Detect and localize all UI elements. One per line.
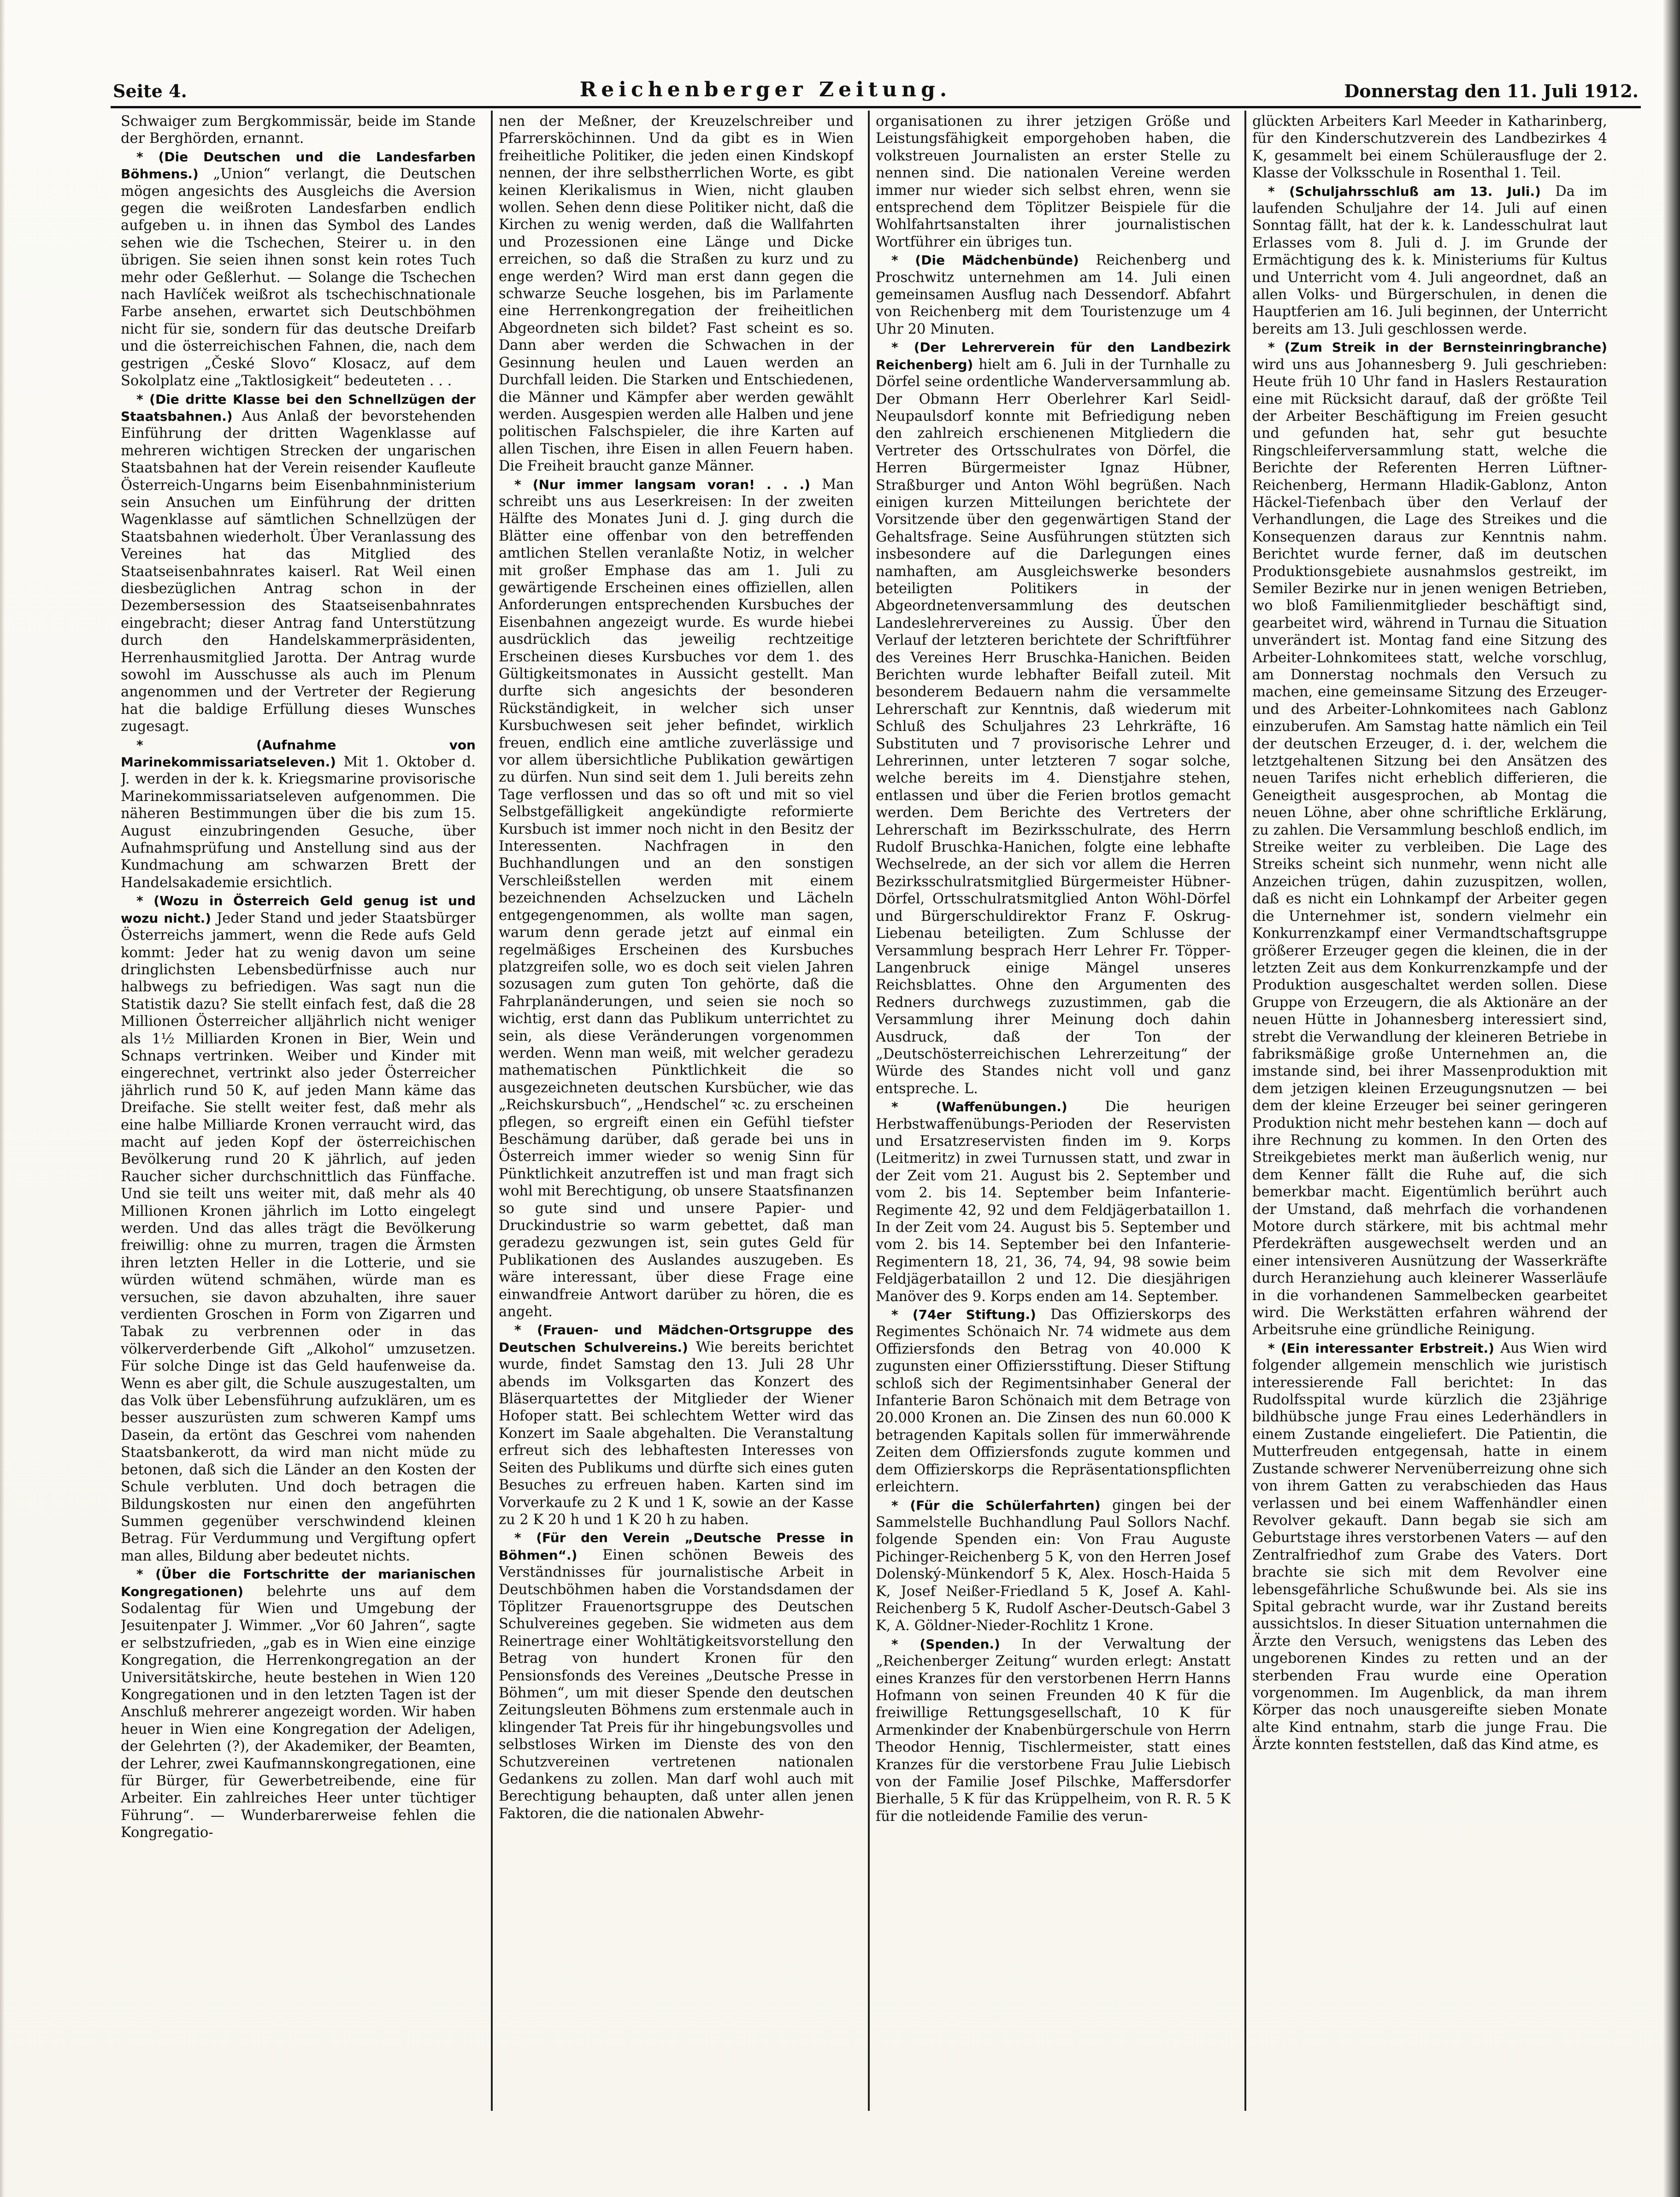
article-heading: * (Der Lehrerverein für den Landbezirk Reichenberg) (876, 340, 1231, 372)
article-paragraph (121, 892, 476, 1565)
article-paragraph (1252, 1340, 1607, 1754)
article-text: Aus Anlaß der bevorstehenden Einführung der dritten Wagenklasse auf mehreren wichtigen Strecken der ungarischen Staatsbahnen hat der Verein reisender Kaufleute Österreich-Ungarns beim Eisenbahnministerium sein Ansuchen um Einführung der dritten Wagenklasse auf sämtlichen Schnellzügen der Staatsbahnen wiederholt. Über Veranlassung des Vereines hat das Mitglied des Staatseisenbahnrates kaiserl. Rat Weil einen diesbezüglichen Antrag schon in der Dezembersession des Staatseisenbahnrates eingebracht; dieser Antrag fand Unterstützung durch den Handelskammerpräsidenten, Herrenhausmitglied Jarotta. Der Antrag wurde sowohl im Ausschusse als auch im Plenum angenommen und der Vertreter der Regierung hat die baldige Erfüllung dieses Wunsches zugesagt. (121, 408, 476, 735)
article-paragraph (876, 1306, 1231, 1496)
article-paragraph (499, 1529, 854, 1822)
column-2 (499, 113, 854, 2104)
article-text: Da im laufenden Schuljahre der 14. Juli auf einen Sonntag fällt, hat der k. k. Landesschulrat laut Erlasses vom 8. Juli d. J. im Grunde der Ermächtigung des k. k. Ministeriums für Kultus und Unterricht vom 4. Juli angeordnet, daß an allen Volks- und Bürgerschulen, in denen die Hauptferien am 16. Juli beginnen, der Unterricht bereits am 13. Juli geschlossen werde. (1252, 183, 1607, 337)
article-heading: * (Aufnahme von Marinekommissariatseleven.) (121, 737, 476, 770)
article-text: Aus Wien wird folgender allgemein menschlich wie juristisch interessierende Fall berichtet: In das Rudolfsspital wurde kürzlich die 23jährige bildhübsche junge Frau eines Lederhändlers in einem Zustande eingeliefert. Die Patientin, die Mutterfreuden entgegensah, hatte in einem Zustande schwerer Nervenüberreizung ohne sich von ihrem Gatten zu verabschieden das Haus verlassen und bei einem Waffenhändler einen Revolver gekauft. Dann begab sie sich am Geburtstage ihres verstorbenen Vaters — auf den Zentralfriedhof zum Grabe des Vaters. Dort brachte sie sich mit dem Revolver eine lebensgefährliche Schußwunde bei. Als sie ins Spital gebracht wurde, war ihr Zustand bereits aussichtslos. In dieser Situation unternahmen die Ärzte den Versuch, wenigstens das Leben des ungeborenen Kindes zu retten und an der sterbenden Frau wurde eine Operation vorgenommen. Im Augenblick, da man ihrem Körper das noch unausgereifte sieben Monate alte Kind entnahm, starb die junge Frau. Die Ärzte konnten feststellen, daß das Kind atme, es (1252, 1340, 1607, 1753)
article-heading: * (Die dritte Klasse bei den Schnellzügen der Staatsbahnen.) (121, 391, 476, 424)
article-text: hielt am 6. Juli in der Turnhalle zu Dörfel seine ordentliche Wanderversammlung ab. Der Obmann Herr Oberlehrer Karl Seidl-Neupaulsdorf konnte mit Befriedigung neben den zahlreich erschienenen Mitgliedern die Vertreter des Ortsschulrates von Dörfel, die Herren Bürgermeister Ignaz Hübner, Straßburger und Anton Wöhl begrüßen. Nach einigen kurzen Mitteilungen berichtete der Vorsitzende über den gegenwärtigen Stand der Gehaltsfrage. Seine Ausführungen stützten sich insbesondere auf die Darlegungen eines namhaften, am Ausgleichswerke besonders beteiligten Politikers in der Abgeordnetenversammlung des deutschen Landeslehrervereines zu Aussig. Über den Verlauf der letzteren berichtete der Schriftführer des Vereines Herr Bruschka-Hanichen. Beiden Berichten wurde lebhafter Beifall zuteil. Mit besonderem Bedauern nahm die versammelte Lehrerschaft zur Kenntnis, daß wiederum mit Schluß des Schuljahres 23 Lehrkräfte, 16 Substituten und 7 provisorische Lehrer und Lehrerinnen, unter letzteren 7 sogar solche, welche bereits im 4. Dienstjahre stehen, entlassen und über die Ferien brotlos gemacht werden. Dem Berichte des Vertreters der Lehrerschaft im Bezirksschulrate, des Herrn Rudolf Bruschka-Hanichen, folgte eine lebhafte Wechselrede, an der sich vor allem die Herren Bezirksschulratsmitglied Bürgermeister Hübner-Dörfel, Ortsschulratsmitglied Anton Wöhl-Dörfel und Bürgerschuldirektor Franz F. Oskrug-Liebenau beteiligten. Zum Schlusse der Versammlung besprach Herr Lehrer Fr. Töpper-Langenbruck einige Mängel unseres Reichsblattes. Ohne den Argumenten des Redners durchwegs zuzustimmen, gab die Versammlung ihrer Meinung doch dahin Ausdruck, daß der Ton der „Deutschösterreichischen Lehrerzeitung“ der Würde des Standes nicht voll und ganz entspreche. L. (876, 356, 1231, 1097)
scan-shadow-right (1663, 0, 1680, 2197)
article-paragraph (121, 148, 476, 390)
article-heading: * (74er Stiftung.) (891, 1307, 1036, 1323)
article-paragraph (121, 113, 476, 147)
article-paragraph (876, 113, 1231, 251)
article-paragraph (1252, 113, 1607, 182)
article-text: nen der Meßner, der Kreuzelschreiber und Pfarrersköchinnen. Und da gibt es in Wien freiheitliche Politiker, die jeden einen Kindskopf nennen, der ihre selbstherrlichen Worte, es gibt keinen Klerikalismus in Wien, nicht glauben wollen. Sehen denn diese Politiker nicht, daß die Kirchen zu wenig werden, daß die Wallfahrten und Prozessionen eine Länge und Dicke erreichen, so daß die Straßen zu kurz und zu enge werden? Wird man erst dann gegen die schwarze Seuche losgehen, bis im Parlamente eine Herrenkongregation der freiheitlichen Abgeordneten sich bildet? Fast scheint es so. Dann aber werden die Schwachen in der Gesinnung heulen und Lauen werden an Durchfall leiden. Die Starken und Entschiedenen, die Männer und Kämpfer aber werden gewählt werden. Ausgespien werden alle Halben und jene politischen Falschspieler, die ihre Karten auf allen Tischen, ihre Eisen in allen Feuern haben. Die Freiheit braucht ganze Männer. (499, 113, 854, 475)
article-paragraph (876, 1098, 1231, 1305)
article-text: In der Verwaltung der „Reichenberger Zeitung“ wurden erlegt: Anstatt eines Kranzes für den verstorbenen Herrn Hanns Hofmann von seinen Freunden 40 K für die freiwillige Rettungsgesellschaft, 10 K für Armenkinder der Knabenbürgerschule von Herrn Theodor Hennig, Tischlermeister, statt eines Kranzes für die verstorbene Frau Julie Liebisch von der Familie Josef Pilschke, Maffersdorfer Bierhalle, 5 K für das Krüppelheim, von R. R. 5 K für die notleidende Familie des verun- (876, 1636, 1231, 1825)
issue-date: Donnerstag den 11. Juli 1912. (1344, 81, 1639, 101)
masthead-rule (111, 106, 1641, 108)
article-paragraph (121, 391, 476, 736)
article-text: glückten Arbeiters Karl Meeder in Katharinberg, für den Kinderschutzverein des Landbezirkes 4 K, gesammelt bei einem Schülerausfluge der 2. Klasse der Volksschule in Rosenthal 1. Teil. (1252, 113, 1607, 182)
column-divider (868, 111, 870, 2111)
article-text: Man schreibt uns aus Leserkreisen: In der zweiten Hälfte des Monates Juni d. J. ging durch die Blätter eine offenbar von den betreffenden amtlichen Stellen veranlaßte Notiz, in welcher mit großer Emphase das am 1. Juli zu gewärtigende Erscheinen eines offiziellen, allen Anforderungen entsprechenden Kursbuches der Eisenbahnen angezeigt wurde. Es wurde hiebei ausdrücklich das jeweilig rechtzeitige Erscheinen dieses Kursbuches vor dem 1. des Gültigkeitsmonates in Aussicht gestellt. Man durfte sich angesichts der besonderen Rückständigkeit, in welcher sich unser Kursbuchwesen seit jeher befindet, wirklich freuen, endlich eine amtliche zuverlässige und vor allem übersichtliche Publikation gewärtigen zu dürfen. Nun sind seit dem 1. Juli bereits zehn Tage verflossen und das so oft und mit so viel Selbstgefälligkeit angekündigte reformierte Kursbuch ist immer noch nicht in den Besitz der Interessenten. Nachfragen in den Buchhandlungen und an den sonstigen Verschleißstellen werden mit einem bezeichnenden Achselzucken und Lächeln entgegengenommen, als wollte man sagen, warum denn gerade jetzt auf einmal ein regelmäßiges Erscheinen des Kursbuches platzgreifen solle, wo es doch seit vielen Jahren sozusagen zum guten Ton gehörte, daß die Fahrplanänderungen, und seien sie noch so wichtig, erst dann das Publikum unterrichtet zu sein, als diese Veränderungen vorgenommen werden. Wenn man weiß, mit welcher geradezu mathematischen Pünktlichkeit die so ausgezeichneten deutschen Kursbücher, wie das „Reichskursbuch“, „Hendschel“ ꝛc. zu erscheinen pflegen, so ergreift einen ein Gefühl tiefster Beschämung darüber, daß gerade bei uns in Österreich immer wieder so wenig Sinn für Pünktlichkeit anzutreffen ist und man fragt sich wohl mit Berechtigung, ob unsere Staatsfinanzen so gute sind und unsere Papier- und Druckindustrie so warm gebettet, daß man geradezu gezwungen ist, sein gutes Geld für Publikationen des Auslandes auszugeben. Es wäre interessant, über diese Frage eine einwandfreie Antwort darüber zu hören, die es angeht. (499, 476, 854, 1320)
article-heading: * (Zum Streik in der Bernsteinringbranche) (1268, 340, 1607, 355)
article-paragraph (499, 113, 854, 475)
newspaper-title: Reichenberger Zeitung. (579, 78, 952, 101)
article-paragraph (121, 736, 476, 892)
article-text: organisationen zu ihrer jetzigen Größe und Leistungsfähigkeit emporgehoben haben, die volkstreuen Journalisten an erster Stelle zu nennen sind. Die nationalen Vereine werden immer nur wieder sich selbst ehren, wenn sie entsprechend dem Töplitzer Beispiele für die Wohlfahrtsanstalten ihrer journalistischen Wortführer ein übriges tun. (876, 113, 1231, 250)
article-heading: * (Für den Verein „Deutsche Presse in Böhmen“.) (499, 1530, 854, 1563)
article-heading: * (Nur immer langsam voran! . . .) (514, 477, 810, 492)
article-text: Wie bereits berichtet wurde, findet Samstag den 13. Juli 28 Uhr abends im Volksgarten das Konzert des Bläserquartettes der Mitglieder der Wiener Hofoper statt. Bei schlechtem Wetter wird das Konzert im Saale abgehalten. Die Veranstaltung erfreut sich des lebhaftesten Interesses von Seiten des Publikums und dürfte sich eines guten Besuches zu erfreuen haben. Karten sind im Vorverkaufe zu 2 K und 1 K, sowie an der Kasse zu 2 K 20 h und 1 K 20 h zu haben. (499, 1339, 854, 1528)
article-paragraph (499, 1321, 854, 1528)
article-text: Einen schönen Beweis des Verständnisses für journalistische Arbeit in Deutschböhmen haben die Vorstandsdamen der Töplitzer Frauenortsgruppe des Deutschen Schulvereines gegeben. Sie widmeten aus dem Reinertrage einer Wohltätigkeitsvorstellung den Betrag von hundert Kronen für den Pensionsfonds des Vereines „Deutsche Presse in Böhmen“, um mit dieser Spende den deutschen Zeitungsleuten Böhmens zum erstenmale auch in klingender Tat Preis für ihr hingebungsvolles und selbstloses Wirken im Dienste des von den Schutzvereinen vertretenen nationalen Gedankens zu zollen. Man darf wohl auch mit Berechtigung behaupten, daß unter allen jenen Faktoren, die die nationalen Abwehr- (499, 1547, 854, 1822)
article-heading: * (Spenden.) (891, 1636, 1000, 1652)
article-text: Die heurigen Herbstwaffenübungs-Perioden der Reservisten und Ersatzreservisten finden im 9. Korps (Leitmeritz) in zwei Turnussen statt, und zwar in der Zeit vom 21. August bis 2. September und vom 2. bis 14. September beim Infanterie-Regimente 42, 92 und dem Feldjägerbataillon 1. In der Zeit vom 24. August bis 5. September und vom 2. bis 14. September bei den Infanterie-Regimentern 18, 21, 36, 74, 94, 98 sowie beim Feldjägerbataillon 2 und 12. Die diesjährigen Manöver des 9. Korps enden am 14. September. (876, 1099, 1231, 1305)
article-text: wird uns aus Johannesberg 9. Juli geschrieben: Heute früh 10 Uhr fand in Haslers Restauration eine mit Rücksicht darauf, daß der größte Teil der Arbeiter Beschäftigung im Freien gesucht und gefunden hat, sehr gut besuchte Ringschleiferversammlung statt, welche die Berichte der Referenten Herren Lüftner-Reichenberg, Hermann Hladik-Gablonz, Anton Häckel-Tiefenbach über den Verlauf der Verhandlungen, die Lage des Streikes und die Konsequenzen daraus zur Kenntnis nahm. Berichtet wurde ferner, daß im deutschen Produktionsgebiete ausnahmslos gestreikt, im Semiler Bezirke nur in jenen wenigen Betrieben, wo bloß Familienmitglieder beschäftigt sind, gearbeitet wird, während in Turnau die Situation unverändert ist. Montag fand eine Sitzung des Arbeiter-Lohnkomitees statt, welche vorschlug, am Donnerstag nochmals den Versuch zu machen, eine gemeinsame Sitzung des Erzeuger- und des Arbeiter-Lohnkomitees nach Gablonz einzuberufen. Am Samstag hatte nämlich ein Teil der deutschen Erzeuger, d. i. der, welchem die letztgehaltenen Sitzung bei den Ansätzen des neuen Tarifes nicht erheblich differieren, die Geneigtheit ausgesprochen, ab Montag die neuen Löhne, aber ohne schriftliche Erklärung, zu zahlen. Die Versammlung beschloß endlich, im Streike weiter zu verbleiben. Die Lage des Streiks scheint sich nunmehr, wenn nicht alle Anzeichen trügen, dahin zuzuspitzen, wollen, daß es nicht ein Lohnkampf der Arbeiter gegen die Unternehmer ist, sondern vielmehr ein Konkurrenzkampf einer Vermandtschaftsgruppe größerer Erzeuger gegen die kleinen, die in der letzten Zeit aus dem Konkurrenzkampfe und der Produktion ausgeschaltet werden sollen. Diese Gruppe von Erzeugern, die als Aktionäre an der neuen Hütte in Johannesberg interessiert sind, strebt die Verwandlung der kleineren Betriebe in fabriksmäßige große Unternehmen an, die imstande sind, bei ihrer Massenproduktion mit dem jetzigen kleinen Erzeugungsnutzen — bei dem der kleine Erzeuger bei seiner geringeren Produktion nicht mehr bestehen kann — doch auf ihre Rechnung zu kommen. In den Orten des Streikgebietes merkt man äußerlich wenig, nur dem Kenner fällt die Ruhe auf, die sich bemerkbar macht. Eigentümlich berührt auch der Umstand, daß mehrfach die vorhandenen Motore durch stärkere, mit bis achtmal mehr Pferdekräften ausgewechselt werden und an einer intensiveren Ausnützung der Wasserkräfte durch Heranziehung auch kleinerer Wasserläufe in die vorhandenen Sammelbecken gearbeitet wird. Die Werkstätten erfahren während der Arbeitsruhe eine gründliche Reinigung. (1252, 356, 1607, 1338)
article-heading: * (Waffenübungen.) (891, 1099, 1067, 1115)
article-heading: * (Ein interessanter Erbstreit.) (1268, 1340, 1494, 1356)
article-heading: * (Frauen- und Mädchen-Ortsgruppe des Deutschen Schulvereins.) (499, 1322, 854, 1355)
article-paragraph (876, 1636, 1231, 1825)
article-paragraph (876, 339, 1231, 1097)
article-heading: * (Die Deutschen und die Landesfarben Böhmens.) (121, 149, 476, 182)
article-paragraph (876, 1497, 1231, 1635)
column-1 (121, 113, 476, 2104)
article-text: Jeder Stand und jeder Staatsbürger Österreichs jammert, wenn die Rede aufs Geld kommt: Jeder hat zu wenig davon um seine dringlichsten Lebensbedürfnisse auch nur halbwegs zu befriedigen. Was sagt nun die Statistik dazu? Sie stellt einfach fest, daß die 28 Millionen Österreicher alljährlich nicht weniger als 1½ Milliarden Kronen in Bier, Wein und Schnaps vertrinken. Weiber und Kinder mit eingerechnet, vertrinkt also jeder Österreicher jährlich rund 50 K, auf jeden Mann käme das Dreifache. Sie stellt weiter fest, daß mehr als eine halbe Milliarde Kronen verraucht wird, das macht auf jeden Kopf der österreichischen Bevölkerung rund 20 K jährlich, auf jeden Raucher sicher durchschnittlich das Fünffache. Und sie teilt uns weiter mit, daß mehr als 40 Millionen Kronen jährlich im Lotto eingelegt werden. Und das alles trägt die Bevölkerung freiwillig: ohne zu murren, tragen die Ärmsten ihren letzten Heller in die Lotterie, und sie würden wütend schmähen, würde man es versuchen, sie davon abzuhalten, ihre sauer verdienten Groschen in Form von Zigarren und Tabak zu verbrennen oder in das völkerverderbende Gift „Alkohol“ umzusetzen. Für solche Dinge ist das Geld haufenweise da. Wenn es aber gilt, die Schule auszugestalten, um das Volk über Lebensführung aufzuklären, um es besser auszurüsten zum schweren Kampf ums Dasein, da ertönt das Geschrei vom nahenden Staatsbankerott, da wird man nicht müde zu betonen, daß sich die Länder an den Kosten der Schule verbluten. Und doch betragen die Bildungskosten nur einen den angeführten Summen gegenüber verschwindend kleinen Betrag. Für Verdummung und Vergiftung opfert man alles, Bildung aber bedeutet nichts. (121, 910, 476, 1564)
article-paragraph (876, 252, 1231, 338)
article-text: Mit 1. Oktober d. J. werden in der k. k. Kriegsmarine provisorische Marinekommissariatseleven aufgenommen. Die näheren Bestimmungen über die bis zum 15. August einzubringenden Gesuche, über Aufnahmsprüfung und Anstellung sind aus der Kundmachung am schwarzen Brett der Handelsakademie ersichtlich. (121, 754, 476, 891)
article-paragraph (1252, 339, 1607, 1339)
article-heading: * (Schuljahrsschluß am 13. Juli.) (1268, 183, 1541, 199)
article-paragraph (1252, 183, 1607, 338)
article-text: belehrte uns auf dem Sodalentag für Wien und Umgebung der Jesuitenpater J. Wimmer. „Vor 60 Jahren“, sagte er selbstzufrieden, „gab es in Wien eine einzige Kongregation, die Herrenkongregation an der Universitätskirche, heute bestehen in Wien 120 Kongregationen und in den letzten Tagen ist der Anschluß mehrerer angezeigt worden. Wir haben heuer in Wien eine Kongregation der Adeligen, der Gelehrten (?), der Akademiker, der Beamten, der Lehrer, zwei Kaufmannskongregationen, eine für Bürger, für Gewerbetreibende, eine für Arbeiter. Ein zahlreiches Heer unter tüchtiger Führung“. — Wunderbarerweise fehlen die Kongregatio- (121, 1583, 476, 1841)
column-divider (491, 111, 493, 2111)
article-text: gingen bei der Sammelstelle Buchhandlung Paul Sollors Nachf. folgende Spenden ein: Von Frau Auguste Pichinger-Reichenberg 5 K, von den Herren Josef Dolenský-Münkendorf 5 K, Alex. Hosch-Haida 5 K, Josef Neißer-Friedland 5 K, Josef A. Kahl-Reichenberg 5 K, Rudolf Ascher-Deutsch-Gabel 3 K, A. Göldner-Nieder-Rochlitz 1 Krone. (876, 1497, 1231, 1634)
column-divider (1244, 111, 1246, 2111)
article-text: Das Offizierskorps des Regimentes Schönaich Nr. 74 widmete aus dem Offiziersfonds den Betrag von 40.000 K zugunsten einer Offiziersstiftung. Dieser Stiftung schloß sich der Regimentsinhaber General der Infanterie Baron Schönaich mit dem Betrage von 20.000 Kronen an. Die Zinsen des nun 60.000 K betragenden Kapitals sollen für immerwährende Zeiten dem Offiziersfonds zugute kommen und dem Offizierskorps die Repräsentationspflichten erleichtern. (876, 1307, 1231, 1496)
article-heading: * (Wozu in Österreich Geld genug ist und wozu nicht.) (121, 893, 476, 926)
page-number: Seite 4. (113, 81, 187, 101)
article-paragraph (121, 1566, 476, 1842)
scan-shadow-left (0, 0, 5, 2197)
column-3 (876, 113, 1231, 2104)
article-text: „Union“ verlangt, die Deutschen mögen angesichts des Ausgleichs die Aversion gegen die weißroten Landesfarben endlich aufgeben u. in ihnen das Symbol des Landes sehen wie die Tschechen, Steirer u. in den übrigen. Sie seien ihnen sonst kein rotes Tuch mehr oder Geßlerhut. — Solange die Tschechen nach Havlíček weißrot als tschechischnationale Farbe ansehen, erwartet sich Deutschböhmen nicht für sie, sondern für das deutsche Dreifarb und die österreichischen Fahnen, die, nach dem gestrigen „České Slovo“ Klosacz, auf dem Sokolplatz eine „Taktlosigkeit“ bedeuteten . . . (121, 166, 476, 389)
column-4 (1252, 113, 1607, 2104)
masthead (113, 74, 1639, 101)
article-text: Schwaiger zum Bergkommissär, beide im Stande der Berghörden, ernannt. (121, 113, 476, 147)
article-heading: * (Für die Schülerfahrten) (891, 1497, 1101, 1513)
article-text: Reichenberg und Proschwitz unternehmen am 14. Juli einen gemeinsamen Ausflug nach Dessendorf. Abfahrt von Reichenberg mit dem Touristenzuge um 4 Uhr 20 Minuten. (876, 252, 1231, 337)
article-paragraph (499, 476, 854, 1321)
article-heading: * (Über die Fortschritte der marianischen Kongregationen) (121, 1567, 476, 1599)
article-heading: * (Die Mädchenbünde) (891, 253, 1079, 268)
